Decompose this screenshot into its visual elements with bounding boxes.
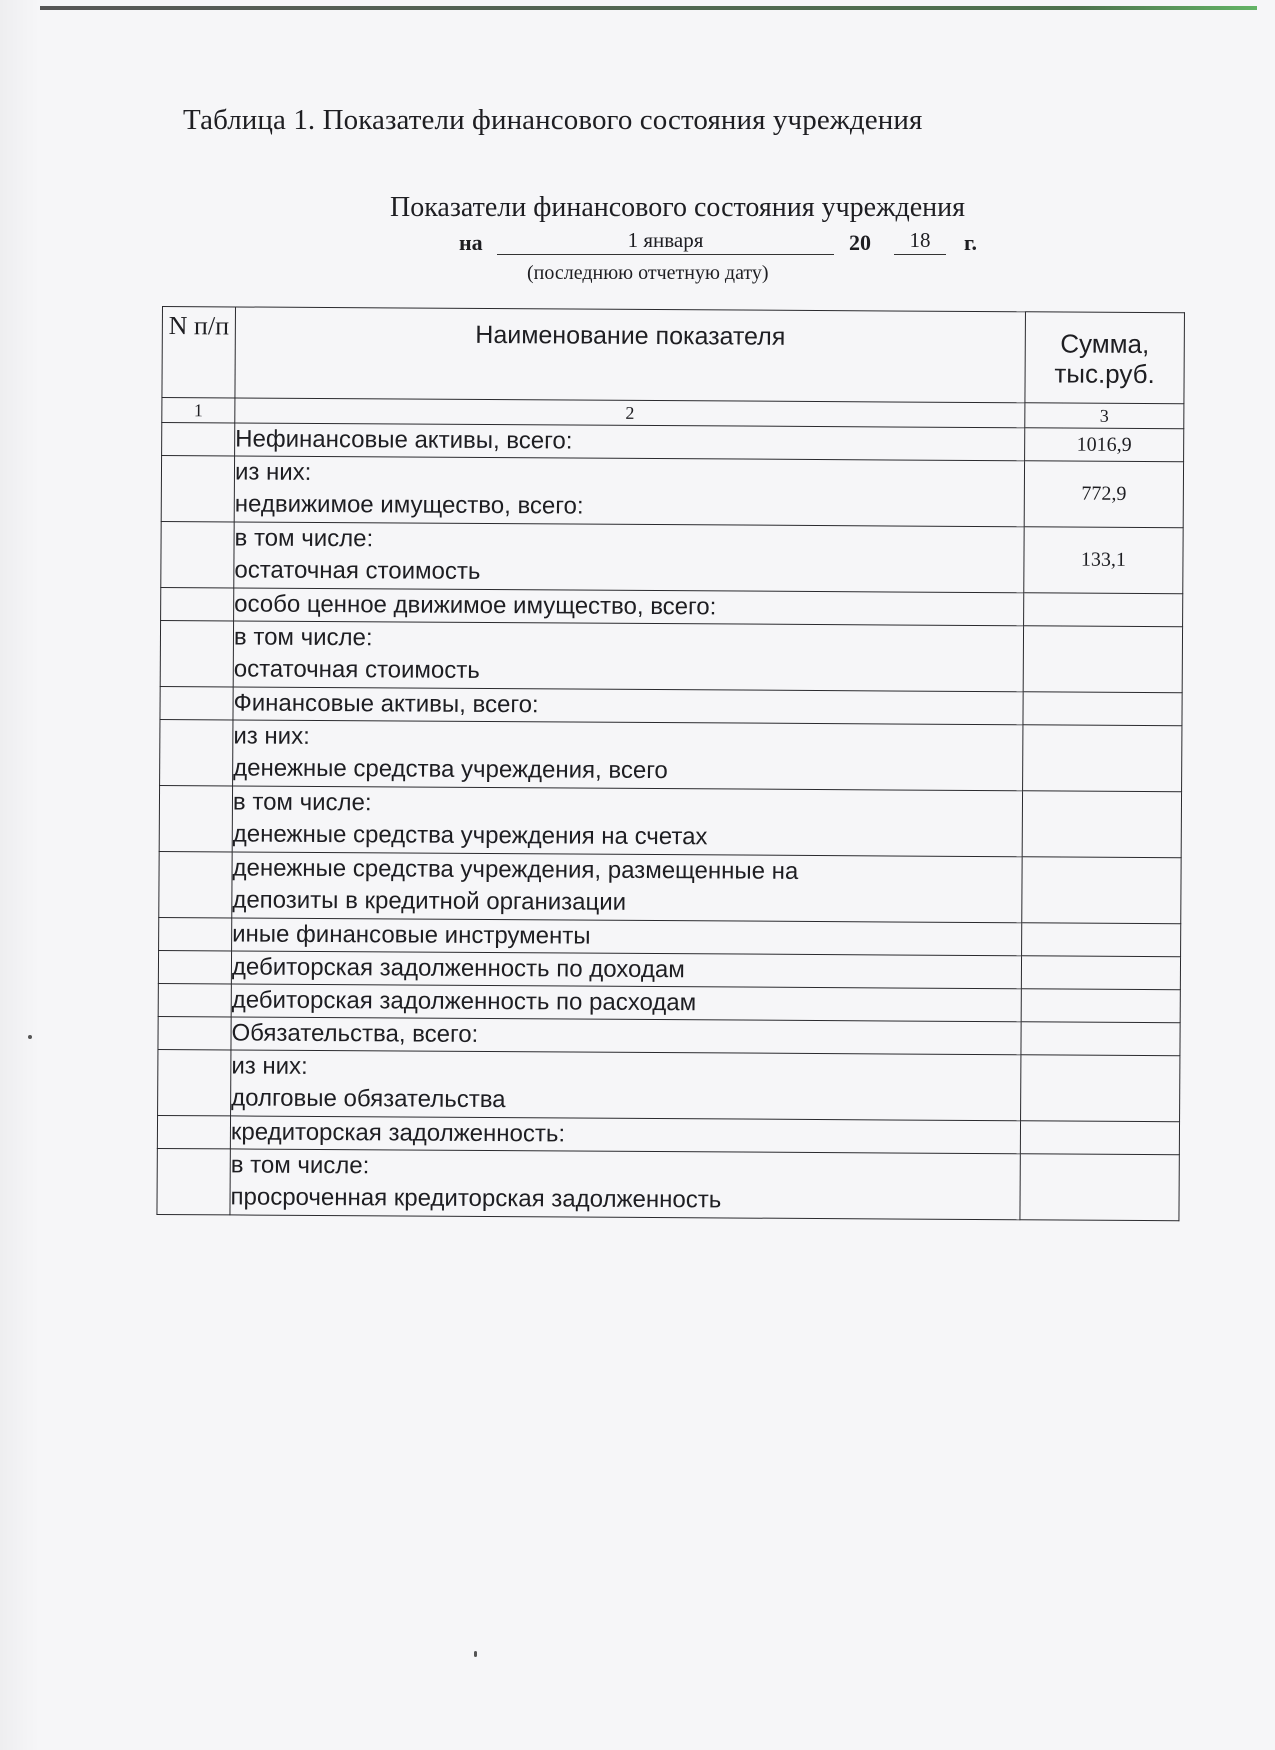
- row-number-cell: [158, 1049, 231, 1115]
- indicator-line: Обязательства, всего:: [231, 1019, 479, 1048]
- sum-cell: [1022, 791, 1181, 858]
- sum-cell: [1021, 956, 1180, 990]
- date-day-field: 1 января: [497, 228, 834, 255]
- indicator-name: [232, 918, 1022, 956]
- indicator-name: [230, 1116, 1020, 1154]
- row-number-cell: [157, 1115, 230, 1148]
- indicator-name: [232, 786, 1022, 857]
- table-row: [161, 587, 1183, 626]
- row-number-cell: [161, 456, 234, 522]
- indicator-line: в том числе:: [230, 1151, 370, 1180]
- indicator-line: Финансовые активы, всего:: [233, 689, 539, 719]
- sum-cell: [1024, 593, 1183, 627]
- row-number-cell: [158, 1016, 231, 1049]
- header-num: N п/п: [162, 307, 236, 398]
- indicator-name: [231, 951, 1021, 989]
- column-index: 1: [162, 398, 235, 423]
- table-row: [160, 620, 1182, 692]
- indicator-line: в том числе:: [234, 524, 374, 553]
- date-suffix: г.: [964, 230, 978, 255]
- header-name: Наименование показателя: [235, 307, 1026, 403]
- row-number-cell: [159, 785, 232, 851]
- scan-edge: [40, 6, 1257, 10]
- row-number-cell: [158, 983, 231, 1016]
- table-header-row: [162, 307, 1185, 404]
- row-number-cell: [157, 1148, 230, 1214]
- column-index: 2: [235, 398, 1025, 428]
- scan-speck: [474, 1651, 477, 1657]
- indicator-name: [234, 522, 1024, 593]
- table-row: [158, 1016, 1180, 1055]
- indicator-line: из них:: [231, 1052, 308, 1080]
- indicator-name: [233, 687, 1023, 725]
- indicator-name: [232, 852, 1022, 923]
- sum-cell: [1022, 923, 1181, 957]
- indicator-line: денежные средства учреждения, размещенные на: [232, 854, 799, 885]
- row-number-cell: [162, 423, 235, 456]
- sum-cell: [1023, 626, 1182, 693]
- indicator-name: [234, 456, 1024, 527]
- row-number-cell: [160, 686, 233, 719]
- indicator-name: [231, 984, 1021, 1022]
- row-number-cell: [160, 719, 233, 785]
- indicator-line: дебиторская задолженность по доходам: [231, 953, 685, 984]
- indicator-line: кредиторская задолженность:: [230, 1118, 566, 1148]
- table-row: [157, 1148, 1179, 1220]
- indicator-line: из них:: [233, 722, 310, 750]
- indicator-line: остаточная стоимость: [234, 556, 481, 585]
- sum-cell: [1021, 1055, 1180, 1122]
- table-row: [158, 1049, 1180, 1121]
- sum-cell: [1023, 692, 1182, 726]
- row-number-cell: [159, 851, 232, 917]
- sum-cell: [1021, 1022, 1180, 1056]
- indicator-name: [234, 588, 1024, 626]
- row-number-cell: [159, 917, 232, 950]
- indicator-name: [231, 1017, 1021, 1055]
- sum-cell: 772,9: [1024, 461, 1183, 528]
- indicator-line: в том числе:: [233, 623, 373, 652]
- indicator-line: из них:: [234, 458, 312, 486]
- header-sum: Сумма, тыс.руб.: [1025, 312, 1185, 404]
- indicator-name: [233, 720, 1023, 791]
- sum-cell: [1022, 857, 1181, 924]
- indicator-line: денежные средства учреждения на счетах: [232, 820, 708, 851]
- row-number-cell: [161, 587, 234, 620]
- sum-cell: [1023, 725, 1182, 792]
- indicator-line: денежные средства учреждения, всего: [233, 754, 668, 785]
- sum-cell: [1020, 1154, 1179, 1221]
- indicator-line: дебиторская задолженность по расходам: [231, 986, 697, 1017]
- sum-cell: 133,1: [1024, 527, 1183, 594]
- table-row: [160, 686, 1182, 725]
- document-title: Таблица 1. Показатели финансового состояния учреждения: [183, 104, 923, 136]
- financial-indicators-table: [156, 306, 1185, 1221]
- table-row: [159, 917, 1181, 956]
- table-row: [159, 785, 1181, 857]
- table-row: [161, 521, 1183, 593]
- row-number-cell: [161, 521, 234, 587]
- report-date-line: [0, 226, 1275, 266]
- indicator-name: [230, 1149, 1020, 1220]
- table-heading: Показатели финансового состояния учреждения: [390, 192, 965, 223]
- indicator-line: иные финансовые инструменты: [232, 920, 591, 950]
- table-row: [157, 1115, 1179, 1154]
- indicator-line: в том числе:: [232, 788, 372, 817]
- indicator-line: Нефинансовые активы, всего:: [235, 425, 573, 455]
- indicator-line: депозиты в кредитной организации: [232, 886, 627, 916]
- indicator-line: долговые обязательства: [231, 1084, 506, 1114]
- indicator-line: недвижимое имущество, всего:: [234, 490, 584, 520]
- table-row: [161, 456, 1183, 528]
- indicator-name: [233, 621, 1023, 692]
- indicator-name: [235, 423, 1025, 461]
- date-hint: (последнюю отчетную дату): [527, 262, 769, 284]
- indicator-line: особо ценное движимое имущество, всего:: [234, 590, 717, 621]
- sum-cell: 1016,9: [1025, 428, 1184, 462]
- table-row: [160, 719, 1182, 791]
- row-number-cell: [160, 620, 233, 686]
- sum-cell: [1020, 1121, 1179, 1155]
- date-prefix: на: [459, 230, 483, 255]
- table-row: [158, 950, 1180, 989]
- column-index: 3: [1025, 403, 1184, 429]
- indicator-line: просроченная кредиторская задолженность: [230, 1183, 722, 1214]
- sum-cell: [1021, 989, 1180, 1023]
- table-row: [158, 983, 1180, 1022]
- date-century: 20: [849, 230, 871, 255]
- scan-speck: [28, 1035, 32, 1039]
- date-year-field: 18: [894, 228, 946, 255]
- row-number-cell: [158, 950, 231, 983]
- indicator-name: [231, 1050, 1021, 1121]
- indicator-line: остаточная стоимость: [233, 655, 480, 684]
- table-row: [159, 851, 1181, 923]
- table-row: [162, 423, 1184, 462]
